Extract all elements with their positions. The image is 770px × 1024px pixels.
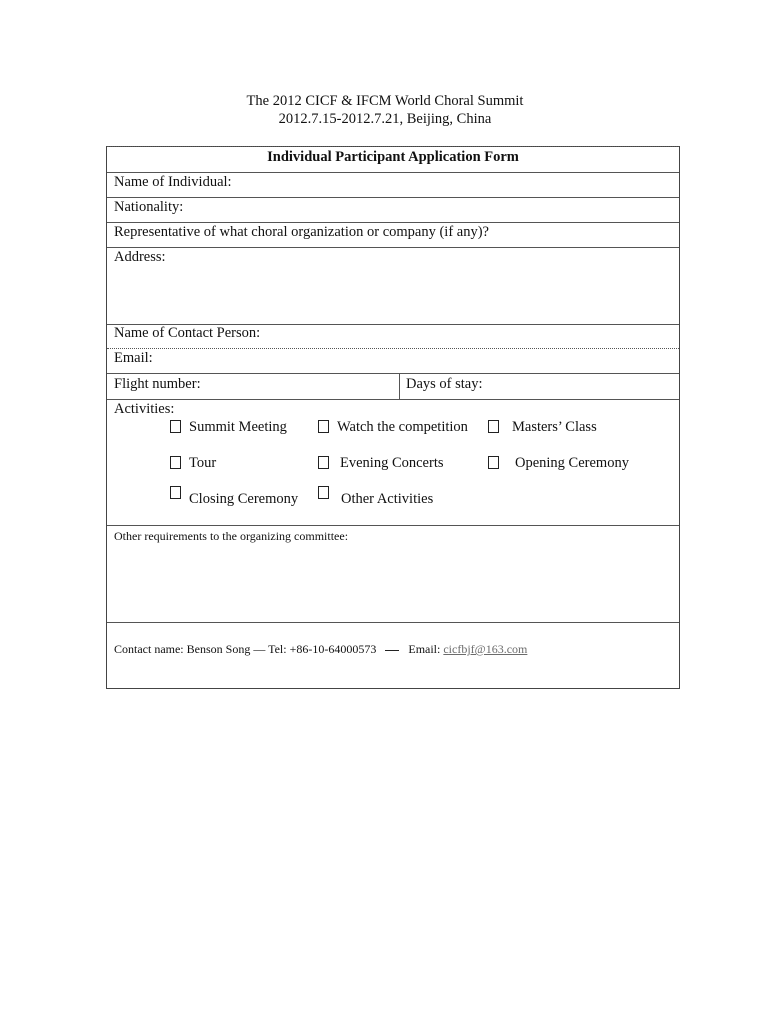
- contact-info: [114, 642, 527, 657]
- summit-meeting-label: Summit Meeting: [189, 419, 287, 435]
- tour-label: Tour: [189, 455, 217, 471]
- divider: [107, 146, 679, 147]
- address-field[interactable]: Address:: [114, 249, 166, 265]
- masters-class-label: Masters’ Class: [512, 419, 597, 435]
- divider: [107, 525, 679, 526]
- other-requirements-field[interactable]: Other requirements to the organizing committee:: [114, 529, 349, 543]
- divider: [107, 197, 679, 198]
- evening-concerts-label: Evening Concerts: [340, 455, 444, 471]
- application-form: [106, 146, 680, 689]
- divider: [107, 622, 679, 623]
- event-dates: 2012.7.15-2012.7.21, Beijing, China: [278, 111, 492, 127]
- divider: [107, 348, 679, 349]
- nationality-field[interactable]: Nationality:: [114, 199, 184, 215]
- other-activities-checkbox[interactable]: [318, 486, 329, 499]
- divider: [399, 373, 400, 399]
- masters-class-checkbox[interactable]: [488, 420, 499, 433]
- opening-ceremony-checkbox[interactable]: [488, 456, 499, 469]
- form-title: Individual Participant Application Form: [267, 149, 519, 165]
- contact-email-label: Email:: [408, 642, 441, 656]
- name-of-individual-field[interactable]: Name of Individual:: [114, 174, 232, 190]
- closing-ceremony-label: Closing Ceremony: [189, 491, 299, 507]
- evening-concerts-checkbox[interactable]: [318, 456, 329, 469]
- days-of-stay-field[interactable]: Days of stay:: [406, 376, 483, 392]
- watch-competition-checkbox[interactable]: [318, 420, 329, 433]
- contact-person-field[interactable]: Name of Contact Person:: [114, 325, 261, 341]
- divider: [107, 247, 679, 248]
- divider: [107, 399, 679, 400]
- contact-tel: — Tel: +86-10-64000573: [253, 642, 377, 656]
- opening-ceremony-label: Opening Ceremony: [515, 455, 629, 471]
- divider: [107, 373, 679, 374]
- closing-ceremony-checkbox[interactable]: [170, 486, 181, 499]
- other-activities-label: Other Activities: [341, 491, 434, 507]
- divider: [107, 172, 679, 173]
- summit-meeting-checkbox[interactable]: [170, 420, 181, 433]
- tour-checkbox[interactable]: [170, 456, 181, 469]
- email-field[interactable]: Email:: [114, 350, 153, 366]
- dash-separator: [385, 650, 399, 651]
- watch-competition-label: Watch the competition: [337, 419, 468, 435]
- document-title: The 2012 CICF & IFCM World Choral Summit: [246, 93, 524, 109]
- contact-name: Contact name: Benson Song: [114, 642, 251, 656]
- representative-field[interactable]: Representative of what choral organization or company (if any)?: [114, 224, 489, 240]
- contact-email-link[interactable]: cicfbjf@163.com: [443, 642, 528, 656]
- divider: [107, 222, 679, 223]
- flight-number-field[interactable]: Flight number:: [114, 376, 201, 392]
- activities-label: Activities:: [114, 401, 175, 417]
